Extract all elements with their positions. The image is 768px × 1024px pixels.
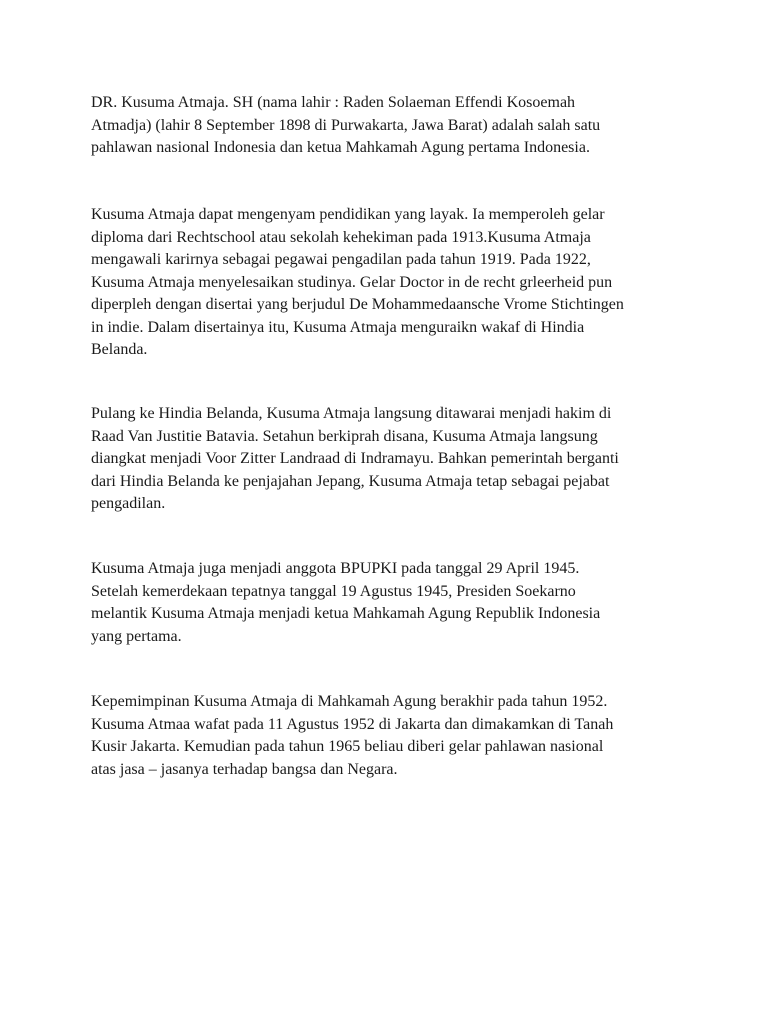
paragraph-education xyxy=(91,204,691,362)
text-line: Kepemimpinan Kusuma Atmaja di Mahkamah Agung berakhir pada tahun 1952. xyxy=(91,693,608,710)
text-line: Raad Van Justitie Batavia. Setahun berkiprah disana, Kusuma Atmaja langsung xyxy=(91,427,598,445)
paragraph-career xyxy=(91,403,691,516)
text-line: pahlawan nasional Indonesia dan ketua Mahkamah Agung pertama Indonesia. xyxy=(91,139,590,156)
text-line: yang pertama. xyxy=(91,627,182,645)
text-line: in indie. Dalam disertainya itu, Kusuma Atmaja menguraikn wakaf di Hindia xyxy=(91,318,585,336)
text-line: atas jasa – jasanya terhadap bangsa dan Negara. xyxy=(91,760,398,778)
text-line: Kusir Jakarta. Kemudian pada tahun 1965 beliau diberi gelar pahlawan nasional xyxy=(91,738,604,755)
text-line: Kusuma Atmaja menyelesaikan studinya. Gelar Doctor in de recht grleerheid pun xyxy=(91,273,613,291)
text-line: Setelah kemerdekaan tepatnya tanggal 19 Agustus 1945, Presiden Soekarno xyxy=(91,582,576,600)
paragraph-bpupki xyxy=(91,558,691,648)
text-line: mengawali karirnya sebagai pegawai pengadilan pada tahun 1919. Pada 1922, xyxy=(91,251,591,268)
text-line: dari Hindia Belanda ke penjajahan Jepang, Kusuma Atmaja tetap sebagai pejabat xyxy=(91,472,610,490)
text-line: DR. Kusuma Atmaja. SH (nama lahir : Raden Solaeman Effendi Kosoemah xyxy=(91,94,576,111)
paragraph-intro xyxy=(91,92,691,160)
text-line: Belanda. xyxy=(91,341,148,358)
text-line: Kusuma Atmaa wafat pada 11 Agustus 1952 di Jakarta dan dimakamkan di Tanah xyxy=(91,715,614,733)
text-line: pengadilan. xyxy=(91,495,166,512)
text-line: Kusuma Atmaja juga menjadi anggota BPUPKI pada tanggal 29 April 1945. xyxy=(91,560,580,577)
text-line: Pulang ke Hindia Belanda, Kusuma Atmaja langsung ditawarai menjadi hakim di xyxy=(91,405,612,422)
text-line: diploma dari Rechtschool atau sekolah kehekiman pada 1913.Kusuma Atmaja xyxy=(91,228,591,246)
text-line: diperpleh dengan disertai yang berjudul De Mohammedaansche Vrome Stichtingen xyxy=(91,296,624,313)
text-line: Atmadja) (lahir 8 September 1898 di Purwakarta, Jawa Barat) adalah salah satu xyxy=(91,116,601,134)
text-line: melantik Kusuma Atmaja menjadi ketua Mahkamah Agung Republik Indonesia xyxy=(91,605,601,622)
text-line: diangkat menjadi Voor Zitter Landraad di Indramayu. Bahkan pemerintah berganti xyxy=(91,450,619,467)
paragraph-legacy xyxy=(91,691,691,781)
text-line: Kusuma Atmaja dapat mengenyam pendidikan yang layak. Ia memperoleh gelar xyxy=(91,206,605,223)
